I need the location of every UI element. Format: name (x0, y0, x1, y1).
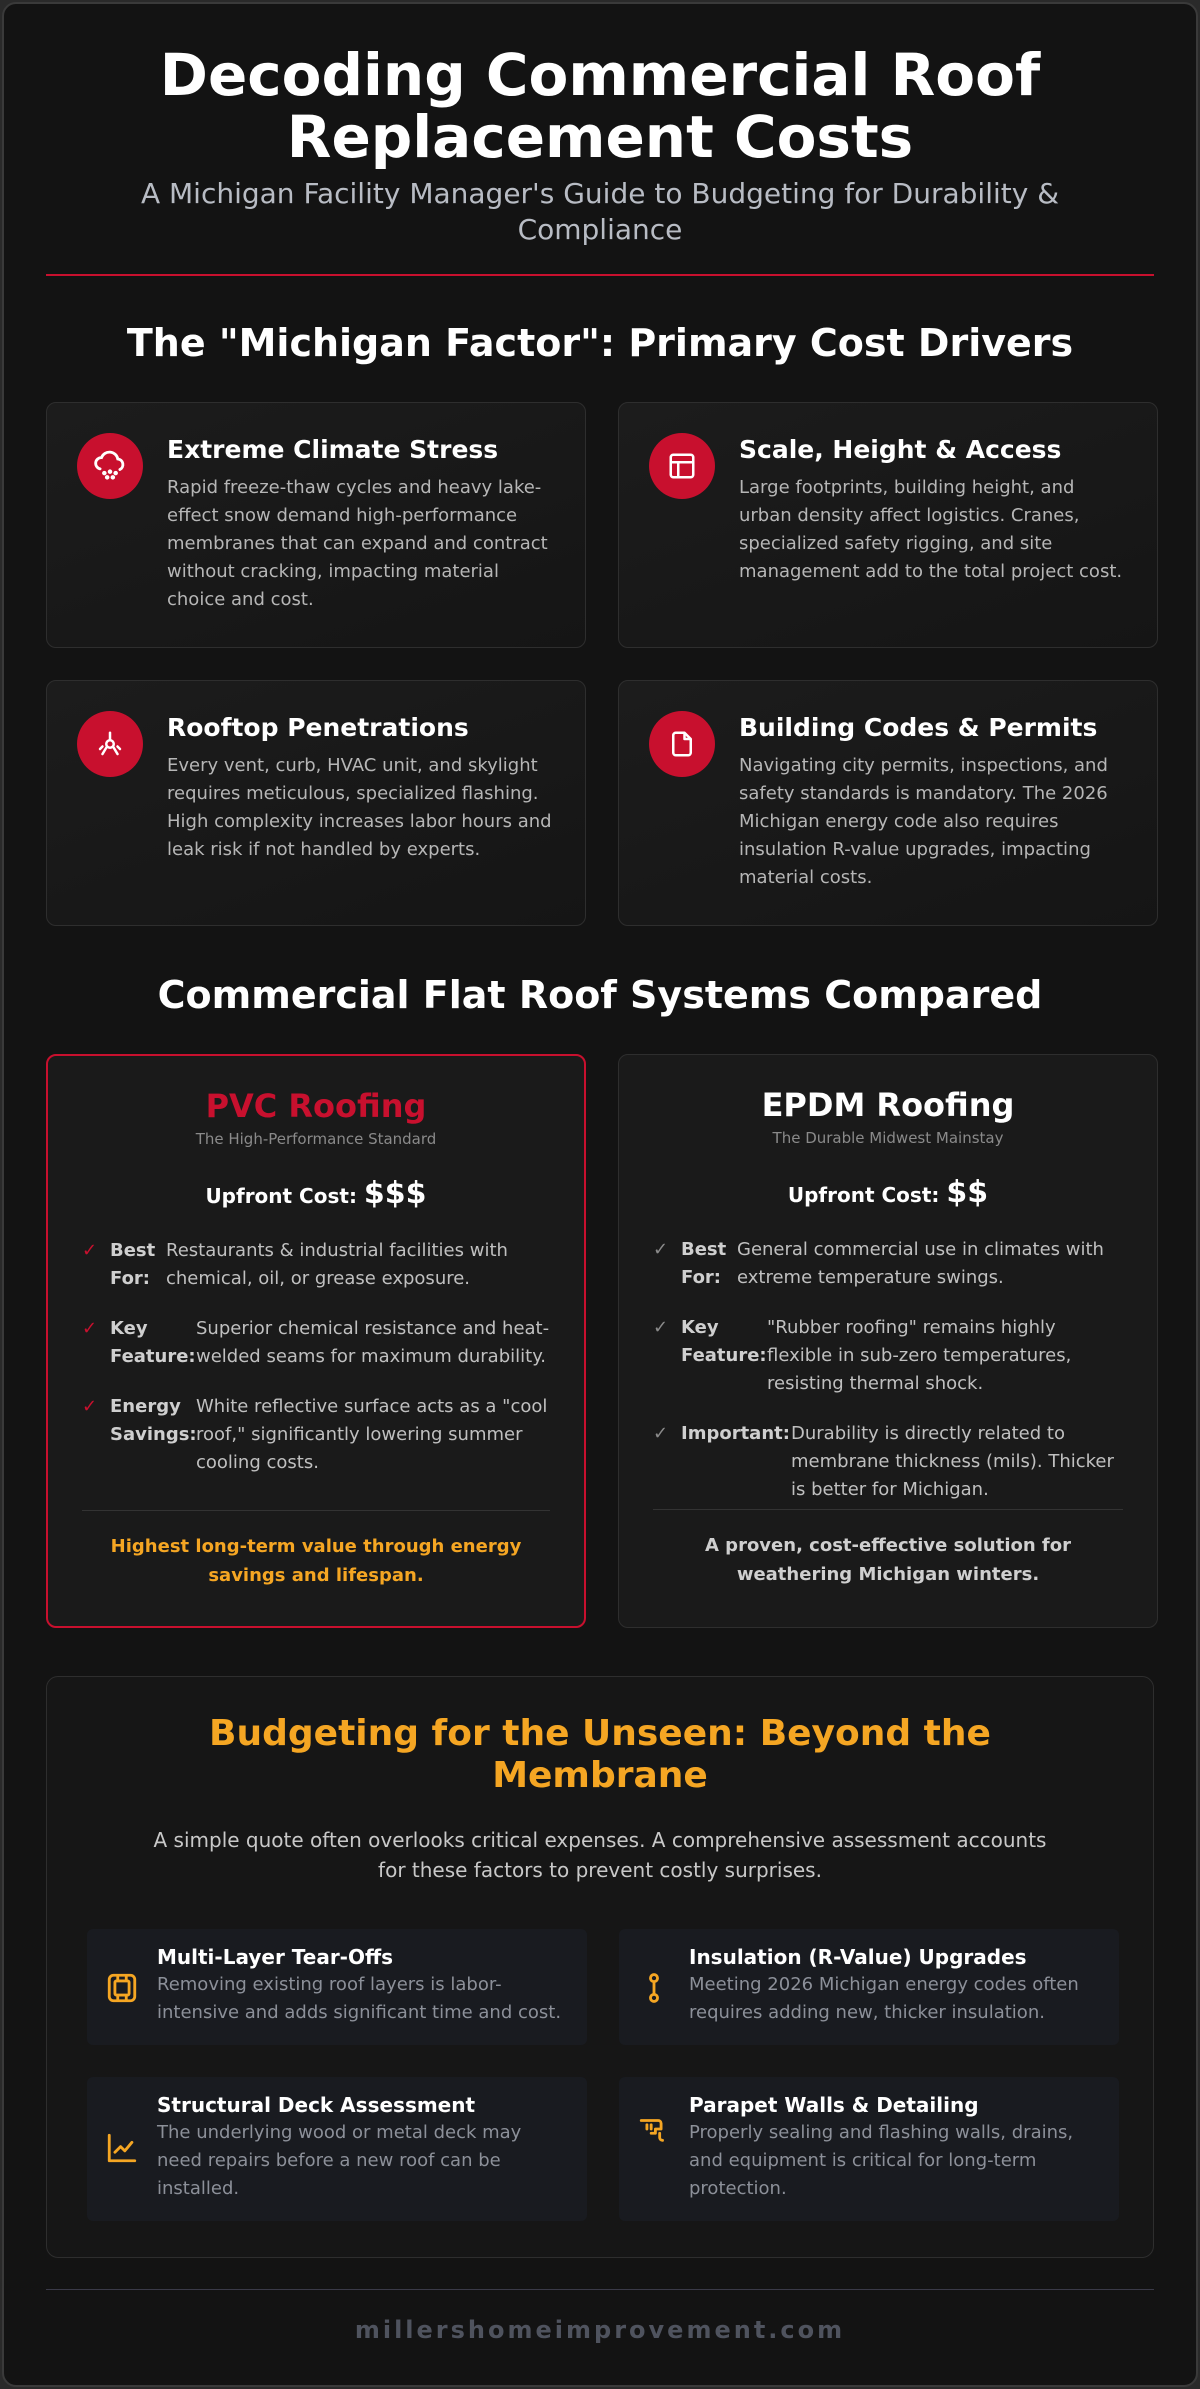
systems-grid (46, 1054, 1154, 1628)
budget-item-text: Meeting 2026 Michigan energy codes often requires adding new, thicker insulation. (689, 1974, 1079, 2023)
budget-heading: Budgeting for the Unseen: Beyond the Membrane (209, 1713, 991, 1796)
feature-row (653, 1236, 1123, 1292)
driver-text: Rapid freeze-thaw cycles and heavy lake-effect snow demand high-performance membranes that can expand and contract without cracking, impacting material choice and cost. (167, 477, 548, 610)
budget-item-title: Parapet Walls & Detailing (689, 2093, 979, 2117)
feature-text: Durability is directly related to membrane thickness (mils). Thicker is better for Michigan. (791, 1423, 1114, 1500)
feature-row (82, 1393, 550, 1477)
document-icon (649, 711, 715, 777)
drivers-grid (46, 402, 1154, 926)
driver-card-scale (618, 402, 1158, 648)
feature-text: Superior chemical resistance and heat-welded seams for maximum durability. (196, 1318, 550, 1367)
footer-site: millershomeimprovement.com (354, 2316, 846, 2344)
budget-section (46, 1676, 1154, 2258)
page-title: Decoding Commercial Roof Replacement Costs (159, 41, 1041, 171)
driver-card-codes (618, 680, 1158, 926)
epdm-tagline: The Durable Midwest Mainstay (772, 1129, 1004, 1147)
budget-intro: A simple quote often overlooks critical expenses. A comprehensive assessment accounts for these factors to prevent costly surprises. (153, 1828, 1047, 1882)
feature-text: Restaurants & industrial facilities with chemical, oil, or grease exposure. (166, 1240, 508, 1289)
driver-text: Navigating city permits, inspections, and safety standards is mandatory. The 2026 Michigan energy code also requires insulation R-value upgrades, impacting material costs. (739, 755, 1108, 888)
feature-label: Key Feature: (110, 1318, 196, 1367)
check-icon: ✓ (82, 1396, 98, 1417)
upfront-value: $$ (946, 1175, 989, 1210)
chart-icon (105, 2091, 141, 2205)
check-icon: ✓ (82, 1318, 98, 1339)
budget-item-title: Structural Deck Assessment (157, 2093, 476, 2117)
layers-icon (105, 1943, 141, 2033)
driver-title: Scale, Height & Access (739, 435, 1062, 464)
epdm-card (618, 1054, 1158, 1628)
feature-row (82, 1315, 550, 1371)
infographic-frame (2, 2, 1198, 2387)
epdm-upfront-cost (653, 1175, 1123, 1210)
pvc-upfront-cost (82, 1176, 550, 1211)
cloud-snow-icon (77, 433, 143, 499)
drivers-heading: The "Michigan Factor": Primary Cost Drivers (126, 321, 1074, 365)
plumbing-icon (637, 2091, 673, 2167)
check-icon: ✓ (653, 1317, 669, 1338)
driver-card-penetrations (46, 680, 586, 926)
driver-text: Large footprints, building height, and urban density affect logistics. Cranes, specialized safety rigging, and site management add to the total project cost. (739, 477, 1123, 582)
feature-text: White reflective surface acts as a "cool roof," significantly lowering summer cooling costs. (196, 1396, 548, 1473)
feature-label: Important: (681, 1423, 790, 1444)
budget-grid (87, 1929, 1113, 2221)
pvc-divider (82, 1510, 550, 1511)
budget-item-insulation (619, 1929, 1119, 2045)
epdm-summary: A proven, cost-effective solution for weathering Michigan winters. (704, 1535, 1072, 1585)
driver-text: Every vent, curb, HVAC unit, and skylight requires meticulous, specialized flashing. High complexity increases labor hours and leak risk if not handled by experts. (167, 755, 552, 860)
driver-title: Extreme Climate Stress (167, 435, 499, 464)
budget-item-tearoff (87, 1929, 587, 2045)
layout-icon (649, 433, 715, 499)
budget-item-title: Insulation (R-Value) Upgrades (689, 1945, 1027, 1969)
pvc-card (46, 1054, 586, 1628)
pvc-tagline: The High-Performance Standard (195, 1130, 437, 1148)
upfront-label: Upfront Cost: (205, 1184, 357, 1208)
check-icon: ✓ (653, 1423, 669, 1444)
header-divider (46, 274, 1154, 276)
footer-divider (46, 2289, 1154, 2290)
upfront-value: $$$ (363, 1176, 427, 1211)
budget-item-parapet (619, 2077, 1119, 2221)
upfront-label: Upfront Cost: (787, 1183, 940, 1207)
budget-item-text: The underlying wood or metal deck may need repairs before a new roof can be installed. (157, 2122, 522, 2199)
feature-text: "Rubber roofing" remains highly flexible in sub-zero temperatures, resisting thermal shock. (767, 1317, 1072, 1394)
insulation-icon (637, 1943, 673, 2033)
feature-row (82, 1237, 550, 1293)
check-icon: ✓ (653, 1239, 669, 1260)
budget-item-deck (87, 2077, 587, 2221)
systems-heading: Commercial Flat Roof Systems Compared (157, 973, 1043, 1017)
feature-label: Best For: (110, 1240, 156, 1289)
penetration-icon (77, 711, 143, 777)
budget-item-title: Multi-Layer Tear-Offs (157, 1945, 394, 1969)
pvc-summary: Highest long-term value through energy savings and lifespan. (110, 1536, 522, 1586)
epdm-name: EPDM Roofing (761, 1086, 1015, 1124)
pvc-name: PVC Roofing (205, 1087, 427, 1125)
header (4, 4, 1196, 248)
feature-label: Key Feature: (681, 1317, 767, 1366)
budget-item-text: Properly sealing and flashing walls, drains, and equipment is critical for long-term protection. (689, 2122, 1074, 2199)
pvc-features (82, 1237, 550, 1477)
driver-title: Building Codes & Permits (739, 713, 1098, 742)
feature-label: Energy Savings: (110, 1396, 197, 1445)
page-subtitle: A Michigan Facility Manager's Guide to Budgeting for Durability & Compliance (140, 177, 1060, 246)
driver-title: Rooftop Penetrations (167, 713, 469, 742)
feature-row (653, 1314, 1123, 1398)
feature-text: General commercial use in climates with extreme temperature swings. (737, 1239, 1104, 1288)
budget-item-text: Removing existing roof layers is labor-intensive and adds significant time and cost. (157, 1974, 562, 2023)
epdm-divider (653, 1509, 1123, 1510)
feature-label: Best For: (681, 1239, 727, 1288)
epdm-features (653, 1236, 1123, 1504)
driver-card-climate (46, 402, 586, 648)
check-icon: ✓ (82, 1240, 98, 1261)
feature-row (653, 1420, 1123, 1504)
